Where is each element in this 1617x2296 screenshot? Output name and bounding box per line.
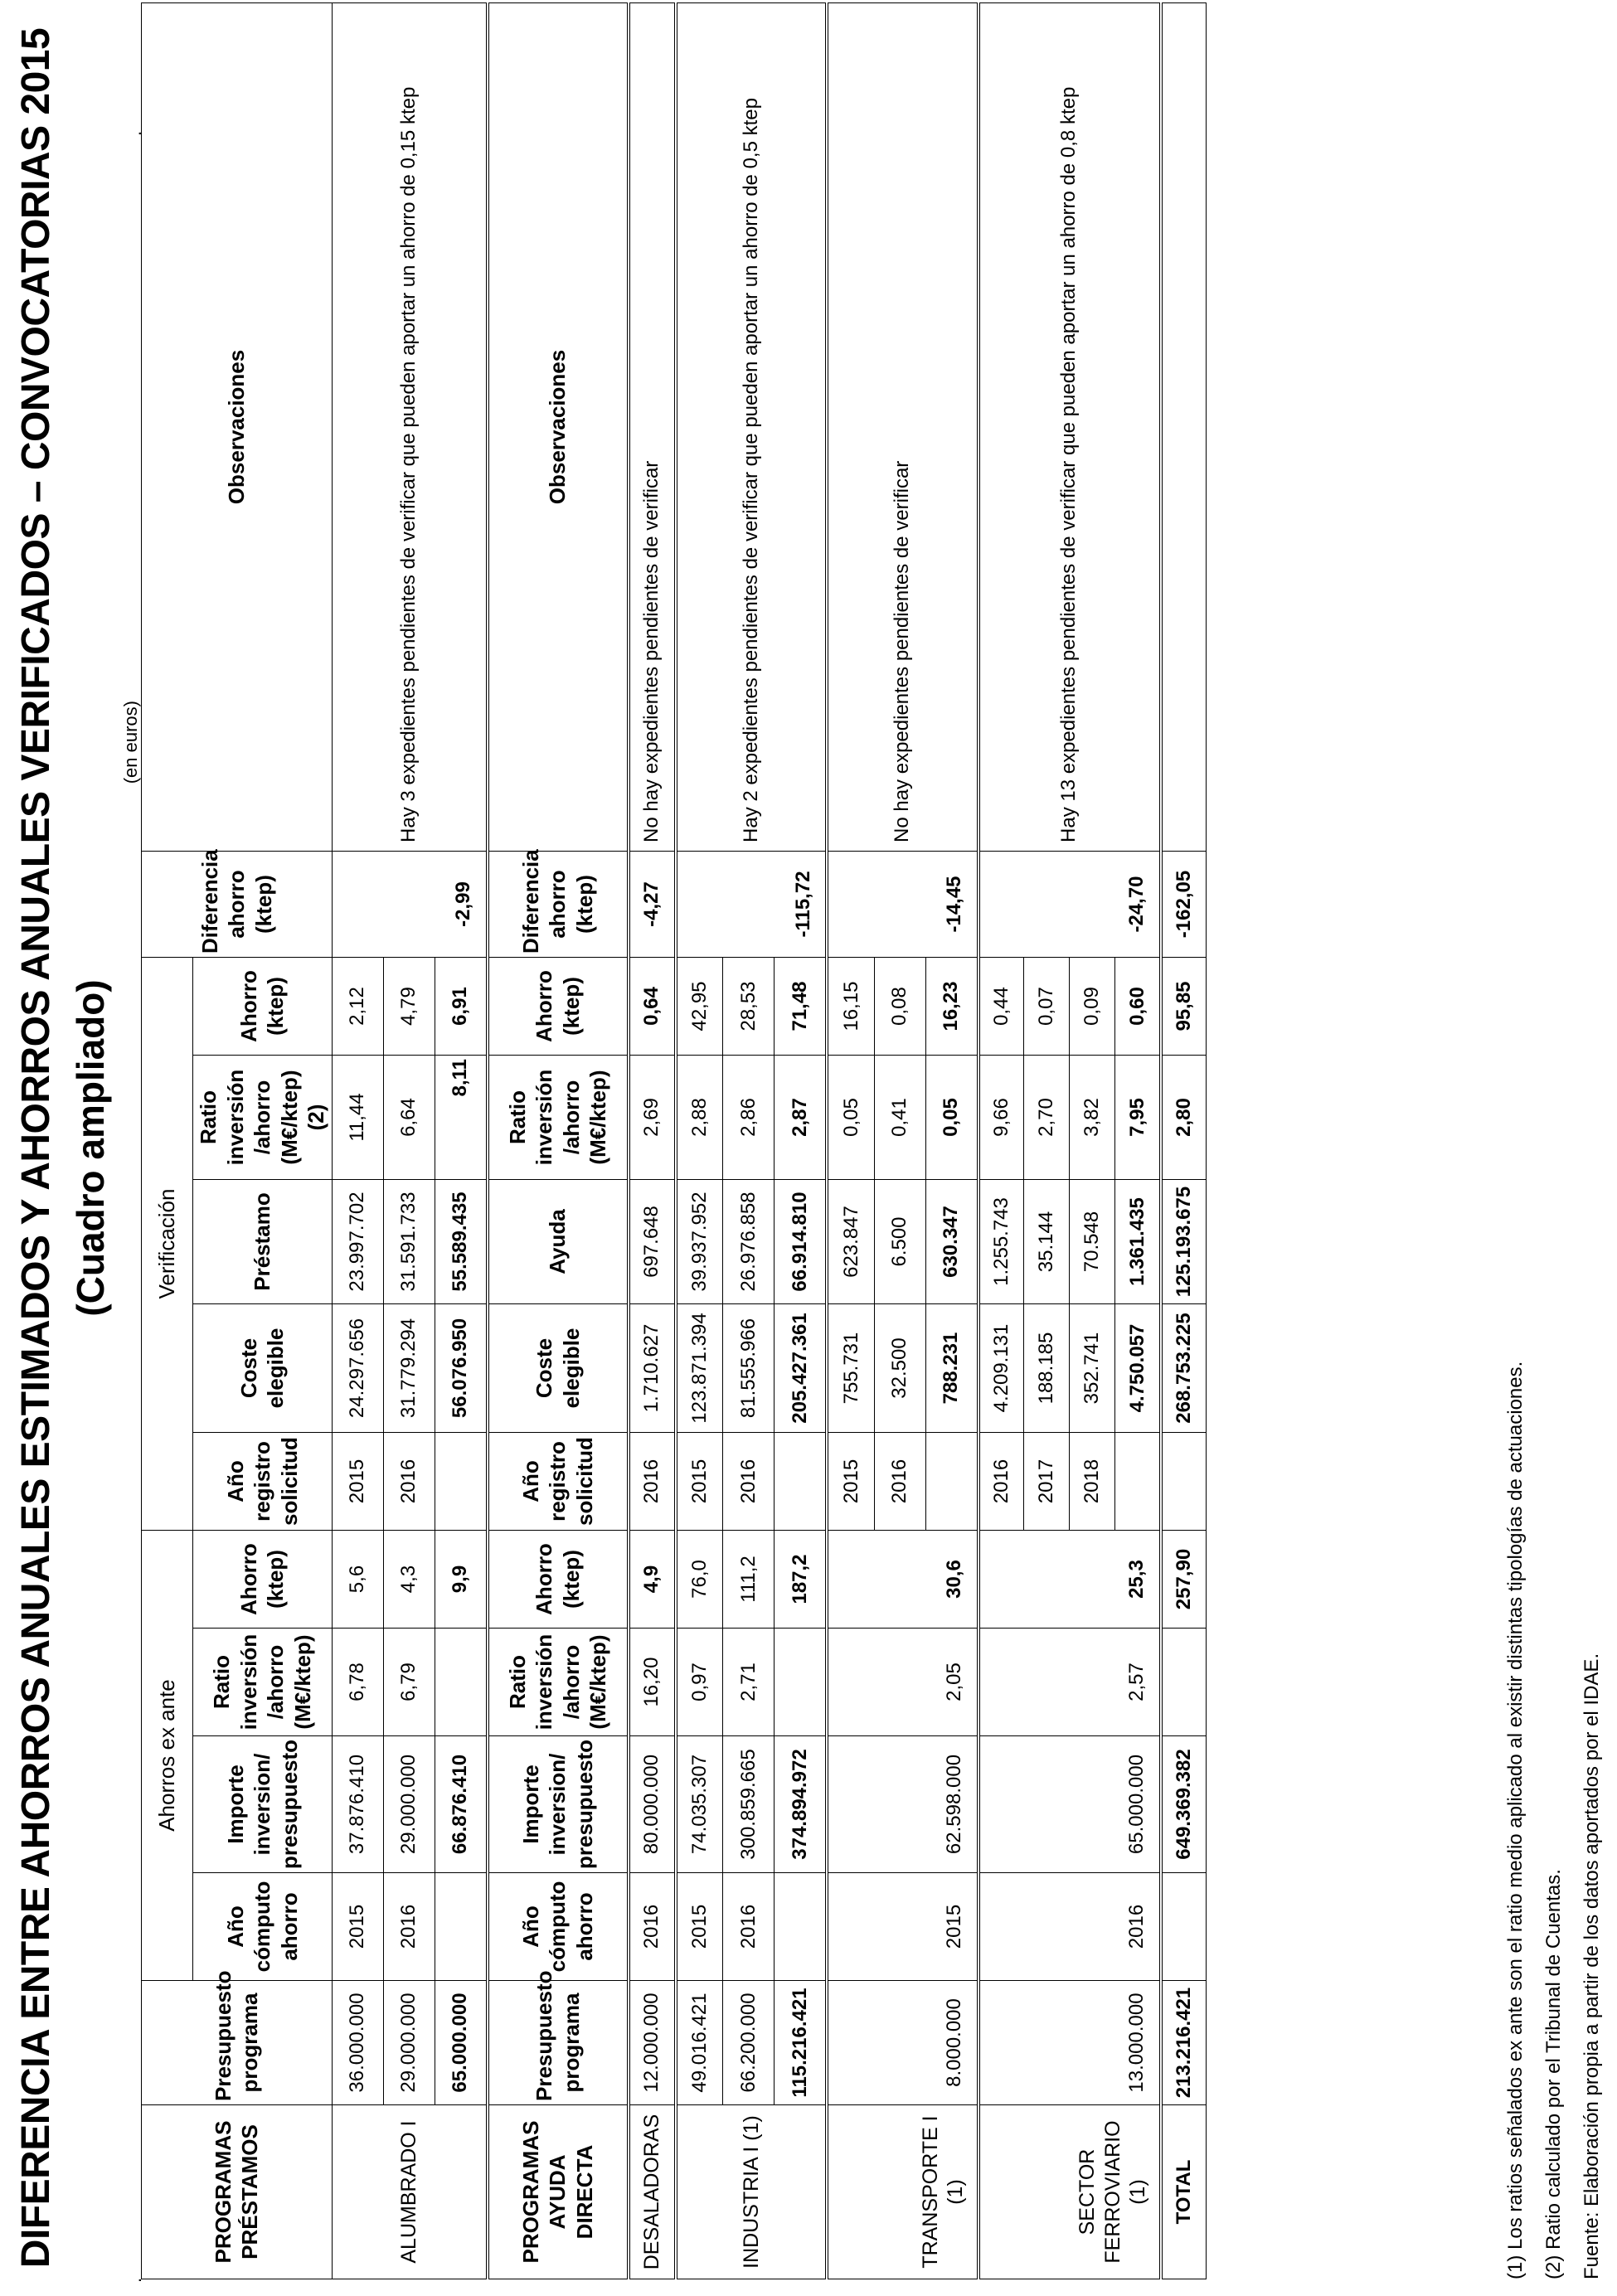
header-importe: Importe inversion/ presupuesto [488,1736,629,1873]
cell: 0,97 [676,1629,723,1736]
cell: 2016 [383,1433,435,1531]
cell: 2018 [1070,1433,1115,1531]
cell: 0,05 [827,1056,874,1180]
cell [1161,1433,1207,1531]
stray-mark: . [124,130,145,136]
cell: 5,6 [332,1531,383,1629]
cell: 74.035.307 [676,1736,723,1873]
header-diferencia: Diferencia ahorro (ktep) [488,851,629,957]
cell: 4,9 [629,1531,676,1629]
cell: 31.591.733 [383,1180,435,1304]
diferencia-cell: -24,70 [978,851,1161,957]
cell: 28,53 [723,957,775,1055]
cell: 2015 [676,1433,723,1531]
header-anio-registro: Año registro solicitud [488,1433,629,1531]
observation-text: Hay 3 expedientes pendientes de verificar que pueden aportar un ahorro de 0,15 ktep [332,2,488,851]
header-ahorro-verificado: Ahorro (ktep) [193,957,333,1055]
cell [1161,2,1207,851]
header-programas-prestamos: PROGRAMAS PRÉSTAMOS [142,2105,333,2279]
stray-mark: . [124,2277,145,2283]
header-anio-registro: Año registro solicitud [193,1433,333,1531]
diferencia-cell: -14,45 [827,851,978,957]
cell: 37.876.410 [332,1736,383,1873]
cell: 0,08 [874,957,925,1055]
program-name: SECTOR FERROVIARIO (1) [978,2105,1161,2279]
cell: 6.500 [874,1180,925,1304]
cell: 3,82 [1070,1056,1115,1180]
observation-text: No hay expedientes pendientes de verificar [827,2,978,851]
cell: 26.976.858 [723,1180,775,1304]
program-name: TRANSPORTE I (1) [827,2105,978,2279]
cell: 4,79 [383,957,435,1055]
cell: 62.598.000 [827,1736,978,1873]
cell: 71,48 [775,957,828,1055]
cell: 0,05 [925,1056,978,1180]
cell: 2,12 [332,957,383,1055]
cell: 8,11 [435,1056,488,1180]
header-prestamo: Préstamo [193,1180,333,1304]
footnotes [1497,1362,1611,2279]
program-name: DESALADORAS [629,2105,676,2279]
cell: 30,6 [827,1531,978,1629]
cell: 55.589.435 [435,1180,488,1304]
observation-text: No hay expedientes pendientes de verificar [629,2,676,851]
unit-note: (en euros) [120,701,141,784]
cell: 32.500 [874,1304,925,1433]
cell: 4,3 [383,1531,435,1629]
cell: 125.193.675 [1161,1180,1207,1304]
header-diferencia: Diferencia ahorro (ktep) [142,851,333,957]
header-coste-elegible: Coste elegible [488,1304,629,1433]
cell: 6,91 [435,957,488,1055]
header-anio-computo: Año cómputo ahorro [193,1873,333,1981]
cell: 13.000.000 [978,1981,1161,2105]
cell: 630.347 [925,1180,978,1304]
cell: 0,41 [874,1056,925,1180]
cell: 65.000.000 [978,1736,1161,1873]
cell: 1.361.435 [1115,1180,1161,1304]
header-ratio-verificacion: Ratio inversión /ahorro (M€/ktep) (2) [193,1056,333,1180]
cell: 213.216.421 [1161,1981,1207,2105]
cell: 9,9 [435,1531,488,1629]
cell: 111,2 [723,1531,775,1629]
footnote: (2) Ratio calculado por el Tribunal de Cuentas. [1542,1869,1565,2279]
cell: 36.000.000 [332,1981,383,2105]
cell: 0,09 [1070,957,1115,1055]
cell: 2015 [827,1873,978,1981]
cell: 66.876.410 [435,1736,488,1873]
cell: 2,69 [629,1056,676,1180]
cell: 2016 [978,1433,1024,1531]
header-anio-computo: Año cómputo ahorro [488,1873,629,1981]
source-note: Fuente: Elaboración propia a partir de los datos aportados por el IDAE. [1581,1653,1603,2279]
cell: 6,78 [332,1629,383,1736]
cell: 2,88 [676,1056,723,1180]
cell: 95,85 [1161,957,1207,1055]
page-subtitle: (Cuadro ampliado) [69,979,112,1317]
cell: 2,05 [827,1629,978,1736]
cell: 0,44 [978,957,1024,1055]
cell: 755.731 [827,1304,874,1433]
header-ratio-ex-ante: Ratio inversión /ahorro (M€/ktep) [488,1629,629,1736]
cell: 352.741 [1070,1304,1115,1433]
header-ratio-verificacion: Ratio inversión /ahorro (M€/ktep) [488,1056,629,1180]
header-coste-elegible: Coste elegible [193,1304,333,1433]
cell: 4.209.131 [978,1304,1024,1433]
diferencia-cell: -2,99 [332,851,488,957]
cell [1161,1873,1207,1981]
header-ahorro-verificado: Ahorro (ktep) [488,957,629,1055]
cell: 2016 [383,1873,435,1981]
header-ayuda: Ayuda [488,1180,629,1304]
cell: 56.076.950 [435,1304,488,1433]
header-presupuesto: Presupuesto programa [142,1981,333,2105]
header-ratio-ex-ante: Ratio inversión /ahorro (M€/ktep) [193,1629,333,1736]
cell: 0,60 [1115,957,1161,1055]
cell [435,1433,488,1531]
cell: 29.000.000 [383,1736,435,1873]
cell: 8.000.000 [827,1981,978,2105]
cell: 187,2 [775,1531,828,1629]
cell: 16,20 [629,1629,676,1736]
cell [775,1873,828,1981]
cell: 76,0 [676,1531,723,1629]
cell: 2,80 [1161,1056,1207,1180]
header-presupuesto: Presupuesto programa [488,1981,629,2105]
cell: 697.648 [629,1180,676,1304]
diferencia-cell: -162,05 [1161,851,1207,957]
cell [1115,1433,1161,1531]
cell: 0,64 [629,957,676,1055]
table-row [629,2,676,2279]
cell: 2,71 [723,1629,775,1736]
cell: 2017 [1024,1433,1070,1531]
cell: 42,95 [676,957,723,1055]
observation-text: Hay 2 expedientes pendientes de verificar que pueden aportar un ahorro de 0,5 ktep [676,2,828,851]
total-label: TOTAL [1161,2105,1207,2279]
cell [775,1629,828,1736]
cell: 2016 [874,1433,925,1531]
cell: 788.231 [925,1304,978,1433]
cell: 115.216.421 [775,1981,828,2105]
cell: 25,3 [978,1531,1161,1629]
cell: 49.016.421 [676,1981,723,2105]
diferencia-cell: -4,27 [629,851,676,957]
header-programas-ayuda: PROGRAMAS AYUDA DIRECTA [488,2105,629,2279]
cell: 123.871.394 [676,1304,723,1433]
cell: 2015 [676,1873,723,1981]
cell: 23.997.702 [332,1180,383,1304]
page-title: DIFERENCIA ENTRE AHORROS ANUALES ESTIMADOS Y AHORROS ANUALES VERIFICADOS – CONVOCATORIAS 2015 [14,27,58,2269]
cell: 80.000.000 [629,1736,676,1873]
cell: 300.859.665 [723,1736,775,1873]
header-ahorros-ex-ante: Ahorros ex ante [142,1531,193,1981]
cell: 66.200.000 [723,1981,775,2105]
header-importe: Importe inversion/ presupuesto [193,1736,333,1873]
header-observaciones: Observaciones [488,2,629,851]
cell: 2015 [332,1433,383,1531]
table-row [676,2,723,2279]
cell: 4.750.057 [1115,1304,1161,1433]
header-observaciones: Observaciones [142,2,333,851]
table-row [827,2,874,2279]
header-ahorro: Ahorro (ktep) [488,1531,629,1629]
header-ahorro: Ahorro (ktep) [193,1531,333,1629]
cell: 2,86 [723,1056,775,1180]
cell [1161,1629,1207,1736]
cell: 188.185 [1024,1304,1070,1433]
cell: 2016 [629,1433,676,1531]
cell: 2016 [978,1873,1161,1981]
cell: 65.000.000 [435,1981,488,2105]
cell [775,1433,828,1531]
diferencia-cell: -115,72 [676,851,828,957]
cell: 1.710.627 [629,1304,676,1433]
cell: 11,44 [332,1056,383,1180]
data-table [141,2,1207,2279]
program-name: INDUSTRIA I (1) [676,2105,828,2279]
cell: 66.914.810 [775,1180,828,1304]
cell: 31.779.294 [383,1304,435,1433]
cell [435,1629,488,1736]
cell: 35.144 [1024,1180,1070,1304]
cell: 1.255.743 [978,1180,1024,1304]
cell: 9,66 [978,1056,1024,1180]
cell [435,1873,488,1981]
cell: 6,64 [383,1056,435,1180]
cell: 257,90 [1161,1531,1207,1629]
cell: 205.427.361 [775,1304,828,1433]
cell: 16,15 [827,957,874,1055]
cell: 2,57 [978,1629,1161,1736]
cell: 6,79 [383,1629,435,1736]
cell: 81.555.966 [723,1304,775,1433]
header-verificacion: Verificación [142,957,193,1530]
program-name: ALUMBRADO I [332,2105,488,2279]
cell: 2015 [332,1873,383,1981]
cell: 2016 [629,1873,676,1981]
cell: 7,95 [1115,1056,1161,1180]
table-row [978,2,1024,2279]
cell [925,1433,978,1531]
cell: 29.000.000 [383,1981,435,2105]
cell: 70.548 [1070,1180,1115,1304]
cell: 623.847 [827,1180,874,1304]
cell: 2016 [723,1433,775,1531]
cell: 268.753.225 [1161,1304,1207,1433]
cell: 374.894.972 [775,1736,828,1873]
footnote: (1) Los ratios señalados ex ante son el ratio medio aplicado al existir distintas tipologías de actuaciones. [1504,1361,1527,2279]
cell: 16,23 [925,957,978,1055]
cell: 2015 [827,1433,874,1531]
total-row [1161,2,1207,2279]
table-header-row [488,2,629,2279]
table-group-header-row [142,2,193,2279]
cell: 2,70 [1024,1056,1070,1180]
table-row [332,2,383,2279]
cell: 649.369.382 [1161,1736,1207,1873]
cell: 39.937.952 [676,1180,723,1304]
cell: 12.000.000 [629,1981,676,2105]
cell: 2016 [723,1873,775,1981]
cell: 0,07 [1024,957,1070,1055]
observation-text: Hay 13 expedientes pendientes de verificar que pueden aportar un ahorro de 0,8 ktep [978,2,1161,851]
cell: 24.297.656 [332,1304,383,1433]
cell: 2,87 [775,1056,828,1180]
